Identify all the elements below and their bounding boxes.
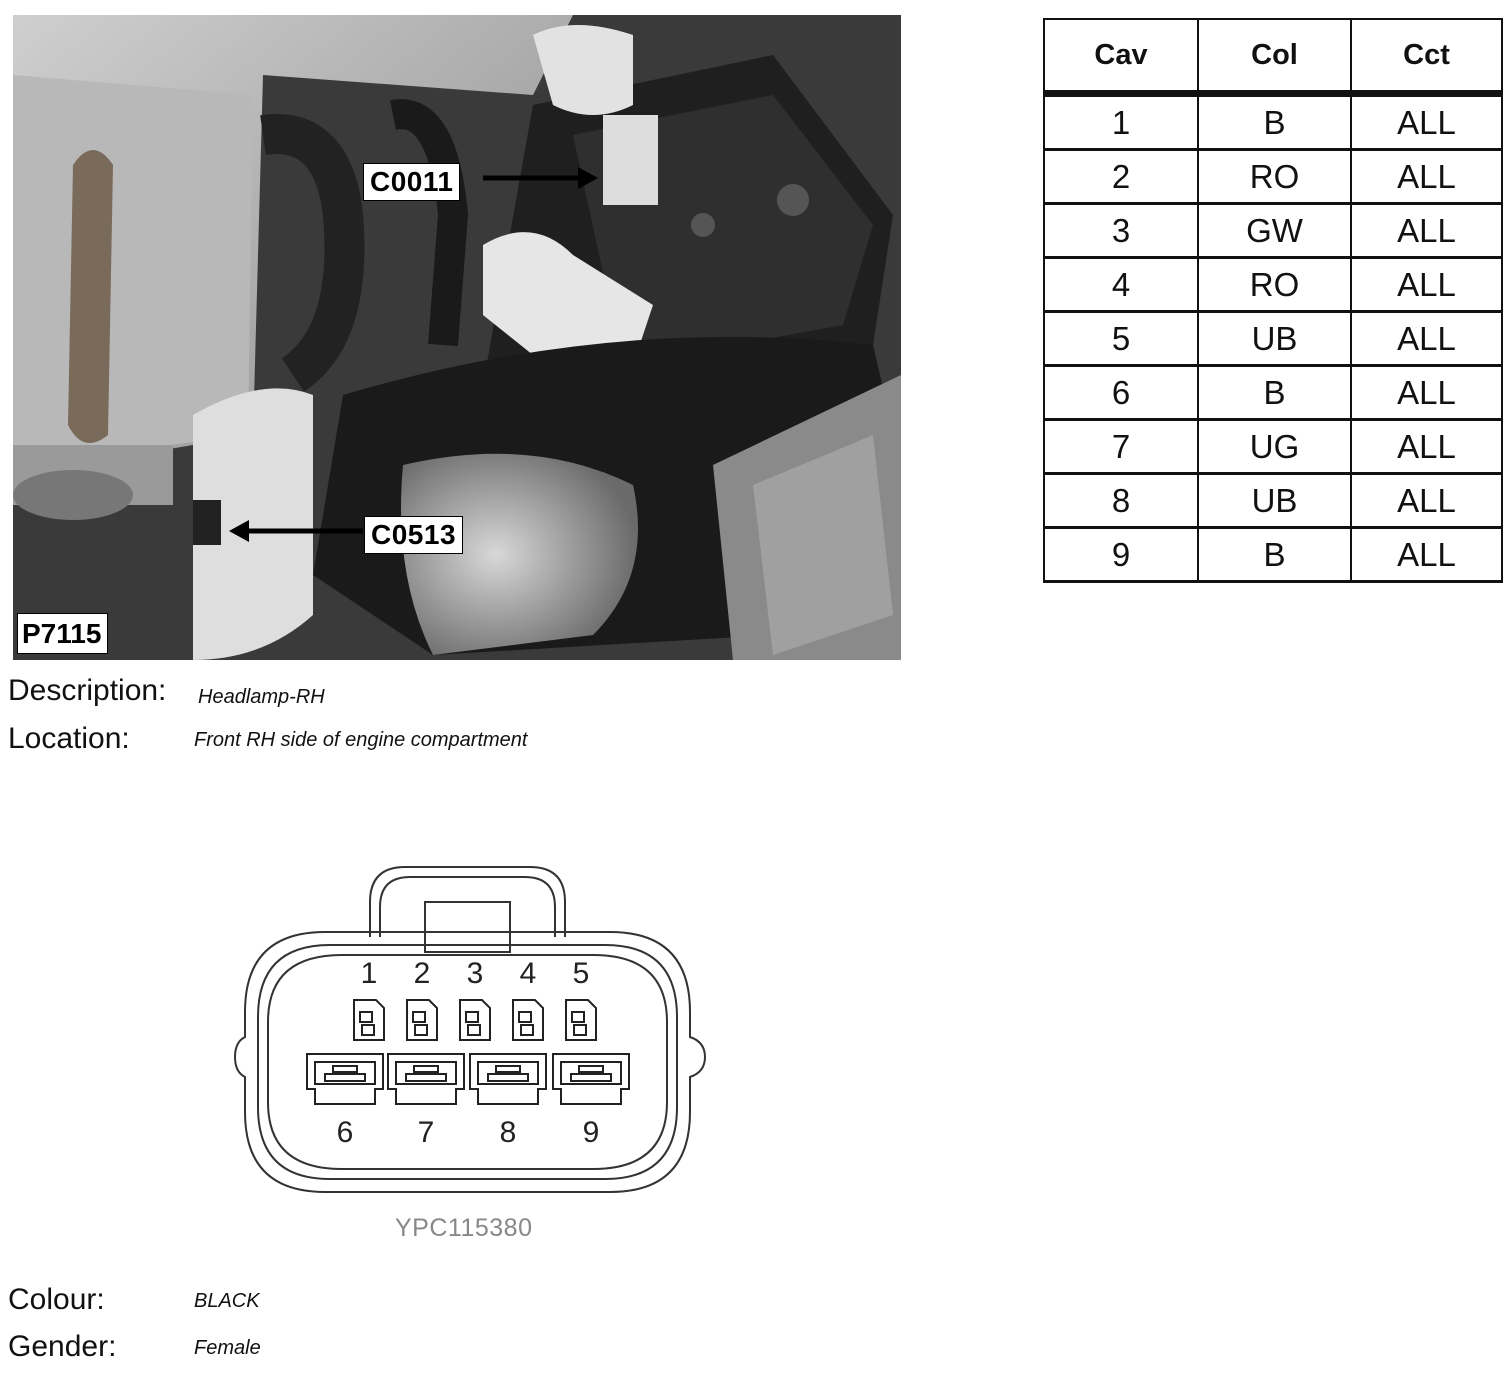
cell-cav: 3 (1044, 204, 1198, 258)
connector-face-diagram (230, 862, 710, 1212)
table-row (1044, 366, 1502, 420)
pin-table (1043, 18, 1503, 583)
terminal-number: 8 (499, 1116, 517, 1149)
cell-cav: 6 (1044, 366, 1198, 420)
cell-col: B (1198, 528, 1351, 582)
location-label: Location: (8, 722, 130, 755)
terminal-number: 4 (519, 957, 537, 990)
table-row (1044, 150, 1502, 204)
cell-col: RO (1198, 258, 1351, 312)
cell-cav: 9 (1044, 528, 1198, 582)
table-row (1044, 312, 1502, 366)
photo-id: P7115 (17, 613, 108, 654)
header-cct: Cct (1351, 19, 1502, 94)
cell-col: B (1198, 366, 1351, 420)
terminal-socket (354, 1000, 384, 1040)
terminal-number: 6 (336, 1116, 354, 1149)
terminal-number: 2 (413, 957, 431, 990)
bottom-terminal-row (307, 1054, 629, 1149)
cell-cav: 1 (1044, 94, 1198, 150)
table-row (1044, 94, 1502, 150)
terminal-socket (460, 1000, 490, 1040)
terminal-number: 9 (582, 1116, 600, 1149)
terminal-number: 3 (466, 957, 484, 990)
cell-cav: 4 (1044, 258, 1198, 312)
terminal-socket (553, 1054, 629, 1104)
cell-cct: ALL (1351, 94, 1502, 150)
terminal-number: 5 (572, 957, 590, 990)
callout-c0011: C0011 (363, 163, 460, 201)
connector-location-photo (13, 15, 901, 660)
terminal-socket (388, 1054, 464, 1104)
cell-cct: ALL (1351, 258, 1502, 312)
gender-value: Female (194, 1337, 261, 1359)
cell-col: UG (1198, 420, 1351, 474)
cell-cav: 8 (1044, 474, 1198, 528)
colour-label: Colour: (8, 1283, 105, 1316)
terminal-socket (307, 1054, 383, 1104)
gender-label: Gender: (8, 1330, 117, 1363)
cell-cav: 5 (1044, 312, 1198, 366)
description-value: Headlamp-RH (198, 686, 325, 708)
top-terminal-row (354, 957, 596, 1040)
table-row (1044, 204, 1502, 258)
cell-cct: ALL (1351, 204, 1502, 258)
cell-cct: ALL (1351, 474, 1502, 528)
description-label: Description: (8, 674, 167, 707)
cell-col: UB (1198, 312, 1351, 366)
cell-cct: ALL (1351, 528, 1502, 582)
terminal-number: 1 (360, 957, 378, 990)
diagram-part-number: YPC115380 (395, 1214, 533, 1242)
terminal-socket (566, 1000, 596, 1040)
table-row (1044, 474, 1502, 528)
cell-col: RO (1198, 150, 1351, 204)
cell-cav: 7 (1044, 420, 1198, 474)
cell-col: UB (1198, 474, 1351, 528)
pin-table-header (1044, 19, 1502, 94)
colour-value: BLACK (194, 1290, 260, 1312)
terminal-socket (407, 1000, 437, 1040)
cell-cct: ALL (1351, 366, 1502, 420)
cell-cct: ALL (1351, 312, 1502, 366)
connector-latch-inner (380, 877, 555, 937)
cell-cct: ALL (1351, 420, 1502, 474)
cell-col: B (1198, 94, 1351, 150)
table-row (1044, 420, 1502, 474)
callout-c0513: C0513 (364, 516, 463, 554)
cell-col: GW (1198, 204, 1351, 258)
terminal-socket (513, 1000, 543, 1040)
header-col: Col (1198, 19, 1351, 94)
location-value: Front RH side of engine compartment (194, 729, 528, 751)
engine-bay-image (13, 15, 901, 660)
table-row (1044, 258, 1502, 312)
cell-cct: ALL (1351, 150, 1502, 204)
table-row (1044, 528, 1502, 582)
header-cav: Cav (1044, 19, 1198, 94)
cell-cav: 2 (1044, 150, 1198, 204)
terminal-socket (470, 1054, 546, 1104)
terminal-number: 7 (417, 1116, 435, 1149)
